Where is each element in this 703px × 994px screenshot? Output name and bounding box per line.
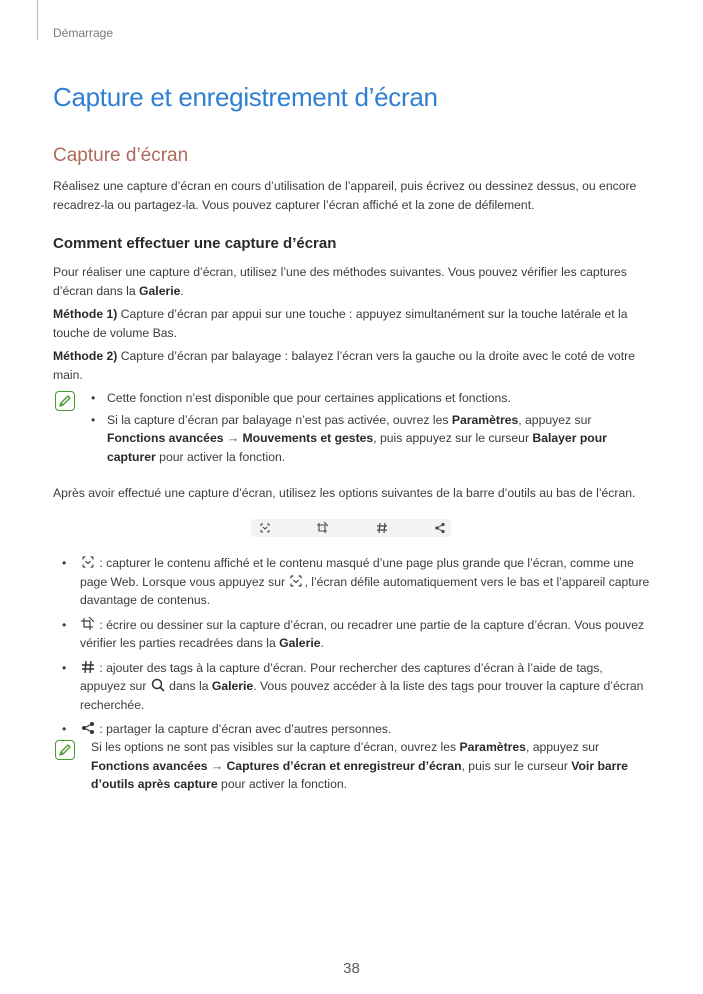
header-rule xyxy=(37,0,38,40)
option-text: : écrire ou dessiner sur la capture d’écran, ou recadrer une partie de la capture d’écran. Vous pouvez vérifier les parties recadrées dans la xyxy=(80,617,645,650)
note-text: , puis sur le curseur xyxy=(461,758,572,773)
screenshot-toolbar xyxy=(251,519,451,537)
note-1-item: • Cette fonction n’est disponible que pour certaines applications et fonctions. xyxy=(91,389,651,408)
note-pencil-icon xyxy=(55,740,75,760)
option-text: dans la xyxy=(165,679,212,693)
advanced-features-term: Fonctions avancées xyxy=(91,758,208,773)
gallery-term: Galerie xyxy=(211,679,254,693)
how-to-intro xyxy=(53,263,653,300)
note-2 xyxy=(91,738,651,794)
option-text: : partager la capture d’écran avec d’autres personnes. xyxy=(96,722,392,736)
option-edit-crop xyxy=(62,616,652,653)
share-icon[interactable] xyxy=(433,521,447,535)
option-text: , l’écran défile automatiquement vers le bas et l’appareil capture davantage de contenus. xyxy=(80,574,650,607)
scroll-capture-icon xyxy=(80,554,96,570)
scroll-capture-icon[interactable] xyxy=(258,521,272,535)
how-to-intro-text: Pour réaliser une capture d’écran, utilisez l’une des méthodes suivantes. Vous pouvez vérifier les captures d’écran dans la xyxy=(53,265,627,298)
share-icon xyxy=(80,720,96,736)
note-text: pour activer la fonction. xyxy=(155,449,286,464)
note-text: Si les options ne sont pas visibles sur la capture d’écran, ouvrez les xyxy=(91,740,460,754)
header-section-label: Démarrage xyxy=(53,26,114,40)
gallery-term: Galerie xyxy=(279,636,321,650)
show-toolbar-term: Voir barre d’outils après capture xyxy=(91,758,628,791)
screenshots-recorder-term: Captures d’écran et enregistreur d’écran xyxy=(226,758,462,773)
note-1-item xyxy=(91,411,651,467)
toolbar-options-list xyxy=(62,554,652,745)
note-text: , appuyez sur xyxy=(518,412,592,427)
intro-paragraph: Réalisez une capture d’écran en cours d’utilisation de l’appareil, puis écrivez ou dessinez dessus, ou encore recadrez-la ou partagez-la. Vous pouvez capturer l’écran affiché et la zone de défilement. xyxy=(53,179,637,212)
edit-crop-icon[interactable] xyxy=(316,521,330,535)
option-text: . Vous pouvez accéder à la liste des tags pour trouver la capture d’écran recherchée. xyxy=(80,679,644,712)
method-1 xyxy=(53,305,653,342)
method-2-label: Méthode 2) xyxy=(53,349,118,363)
method-2-text: Capture d’écran par balayage : balayez l’écran vers la gauche ou la droite avec le coté de votre main. xyxy=(53,349,635,382)
arrow-text: → xyxy=(223,431,243,445)
search-icon xyxy=(150,677,166,693)
edit-crop-icon xyxy=(80,616,96,632)
subsection-title: Comment effectuer une capture d’écran xyxy=(53,235,337,252)
method-1-label: Méthode 1) xyxy=(53,307,118,321)
note-pencil-icon xyxy=(55,391,75,411)
option-text: . xyxy=(320,636,324,650)
note-text: , puis appuyez sur le curseur xyxy=(373,431,533,445)
option-text: : capturer le contenu affiché et le contenu masqué d’une page plus grande que l’écran, comme une page Web. Lorsque vous appuyez sur xyxy=(80,556,634,589)
section-title: Capture d’écran xyxy=(53,145,189,166)
arrow-text: → xyxy=(207,758,227,773)
option-share xyxy=(62,720,652,739)
method-1-text: Capture d’écran par appui sur une touche : appuyez simultanément sur la touche latérale et la touche de volume Bas. xyxy=(53,307,628,340)
hashtag-icon[interactable] xyxy=(375,521,389,535)
page-number: 38 xyxy=(343,960,360,977)
advanced-features-term: Fonctions avancées xyxy=(107,431,224,445)
scroll-capture-icon xyxy=(288,573,304,589)
settings-term: Paramètres xyxy=(459,740,526,754)
note-text: Si la capture d’écran par balayage n’est pas activée, ouvrez les xyxy=(107,412,452,427)
option-text: : ajouter des tags à la capture d’écran. Pour rechercher des captures d’écran à l’aide de tags, appuyez sur xyxy=(80,660,603,693)
note-text: , appuyez sur xyxy=(525,740,600,754)
hashtag-icon xyxy=(80,659,96,675)
palm-swipe-term: Balayer pour capturer xyxy=(107,431,607,464)
method-2 xyxy=(53,347,653,384)
page-title: Capture et enregistrement d’écran xyxy=(53,82,438,112)
option-tags xyxy=(62,659,652,715)
option-scroll-capture xyxy=(62,554,652,610)
note-text: pour activer la fonction. xyxy=(217,777,348,791)
after-capture-paragraph: Après avoir effectué une capture d’écran, utilisez les options suivantes de la barre d’outils au bas de l’écran. xyxy=(53,486,636,500)
how-to-intro-end: . xyxy=(180,283,184,298)
note-1-list xyxy=(91,389,651,469)
motions-gestures-term: Mouvements et gestes xyxy=(242,431,374,445)
settings-term: Paramètres xyxy=(451,412,519,427)
gallery-term: Galerie xyxy=(139,283,181,298)
